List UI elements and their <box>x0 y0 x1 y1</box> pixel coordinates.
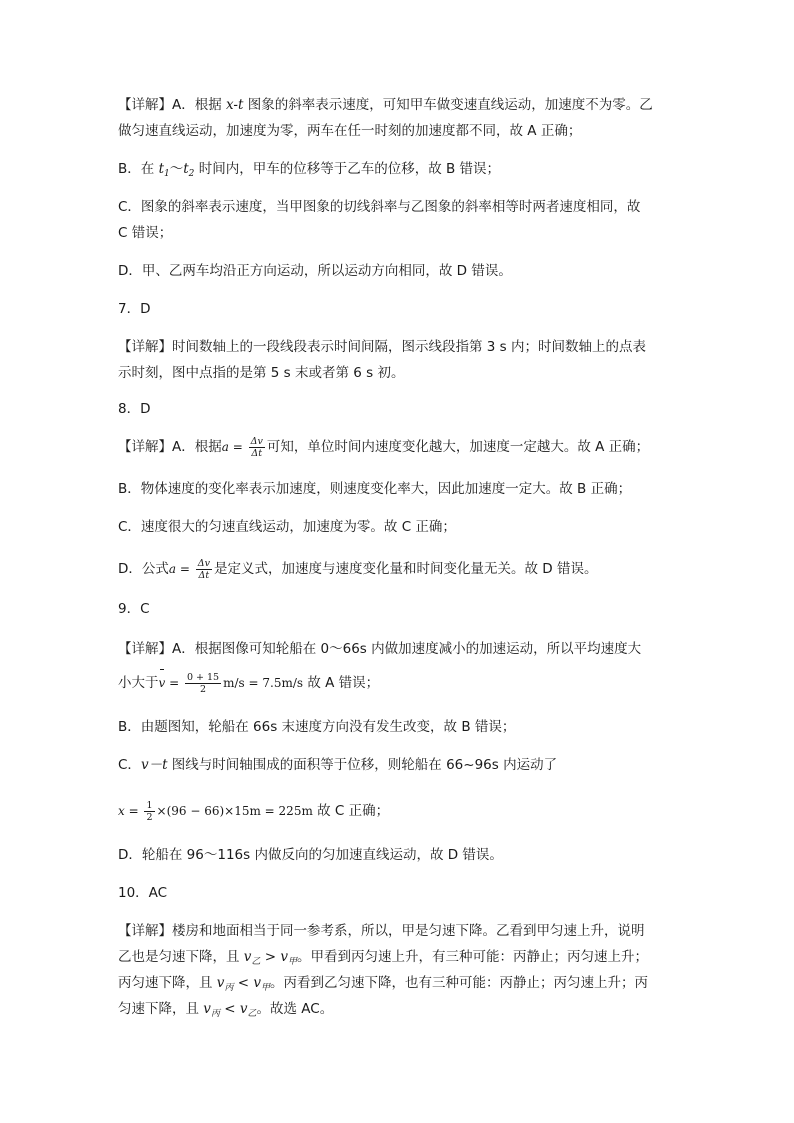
q8-answer: 8．D <box>118 401 151 417</box>
q9-option-a-line1: 【详解】A．根据图像可知轮船在 0～66s 内做加速度减小的加速运动，所以平均速度大 <box>118 641 642 657</box>
q6-option-a-line2: 做匀速直线运动，加速度为零，两车在任一时刻的加速度都不同，故 A 正确； <box>118 123 582 139</box>
q9-option-d: D．轮船在 96～116s 内做反向的匀加速直线运动，故 D 错误。 <box>118 847 503 863</box>
q8-option-a: 【详解】A．根据a = $\frac{\Delta v}{\Delta t}$ 可知，单位时间内速度变化越大，加速度一定越大。故 A 正确； <box>118 436 650 459</box>
formula-displacement: x = $\frac{1}{2}$ ×(96 − 66)×15m = 225m <box>118 800 313 823</box>
q10-explanation-line4: 匀速下降，且 $v_丙 < v_乙$。故选 AC。 <box>118 1001 334 1019</box>
q7-explanation-line2: 示时刻，图中点指的是第 5 s 末或者第 6 s 初。 <box>118 365 405 381</box>
formula-acceleration-2: a = $\frac{\Delta v}{\Delta t}$ <box>168 558 210 581</box>
q10-explanation-line3: 丙匀速下降，且 $v_丙 < v_甲$。丙看到乙匀速下降，也有三种可能：丙静止；丙匀速上升；丙 <box>118 975 649 993</box>
q6-option-d: D．甲、乙两车均沿正方向运动，所以运动方向相同，故 D 错误。 <box>118 263 512 279</box>
q8-option-c: C．速度很大的匀速直线运动，加速度为零。故 C 正确； <box>118 519 456 535</box>
formula-acceleration: a = $\frac{\Delta v}{\Delta t}$ <box>221 436 263 459</box>
q6-option-b: B．在 $t_1\sim t_2$ 时间内，甲车的位移等于乙车的位移，故 B 错误； <box>118 161 501 179</box>
q7-answer: 7．D <box>118 301 151 317</box>
q8-option-b: B．物体速度的变化率表示加速度，则速度变化率大，因此加速度一定大。故 B 正确； <box>118 481 632 497</box>
q6-option-a-line1: 【详解】A．根据 x-t 图象的斜率表示速度，可知甲车做变速直线运动，加速度不为零。乙 <box>118 97 653 113</box>
q9-option-c-line1: C．v－t 图线与时间轴围成的面积等于位移，则轮船在 66~96s 内运动了 <box>118 757 558 773</box>
q7-explanation-line1: 【详解】时间数轴上的一段线段表示时间间隔，图示线段指第 3 s 内；时间数轴上的点表 <box>118 339 646 355</box>
q9-answer: 9．C <box>118 601 150 617</box>
q8-option-d: D．公式a = $\frac{\Delta v}{\Delta t}$ 是定义式，加速度与速度变化量和时间变化量无关。故 D 错误。 <box>118 558 598 581</box>
formula-average-velocity: v = $\frac{0 + 15}{2}$ m/s = 7.5m/s <box>158 672 304 695</box>
q9-option-c-line2: x = $\frac{1}{2}$ ×(96 − 66)×15m = 225m 故 C 正确； <box>118 800 390 823</box>
q10-explanation-line2: 乙也是匀速下降，且 $v_乙 > v_甲$。甲看到丙匀速上升，有三种可能：丙静止；丙匀速上升； <box>118 949 649 967</box>
q6-option-c-line2: C 错误； <box>118 225 173 241</box>
q10-answer: 10．AC <box>118 885 168 901</box>
q10-explanation-line1: 【详解】楼房和地面相当于同一参考系，所以，甲是匀速下降。乙看到甲匀速上升，说明 <box>118 923 645 939</box>
q9-option-b: B．由题图知，轮船在 66s 末速度方向没有发生改变，故 B 错误； <box>118 719 516 735</box>
q6-option-c-line1: C．图象的斜率表示速度，当甲图象的切线斜率与乙图象的斜率相等时两者速度相同，故 <box>118 199 641 215</box>
q9-option-a-line2: 小大于v = $\frac{0 + 15}{2}$ m/s = 7.5m/s 故 A 错误； <box>118 672 380 695</box>
